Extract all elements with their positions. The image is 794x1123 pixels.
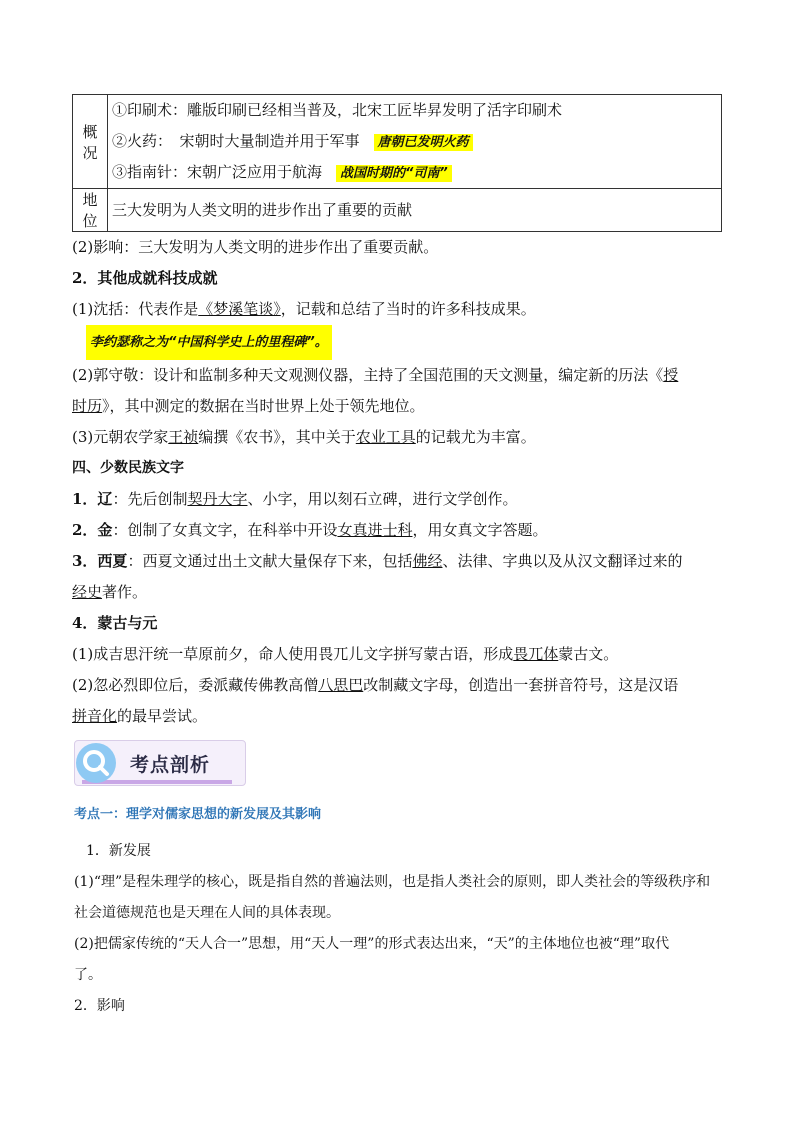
paragraph-genghis: (1)成吉思汗统一草原前夕，命人使用畏兀儿文字拼写蒙古语，形成畏兀体蒙古文。 [72,645,619,663]
paragraph-xixia: 3．西夏：西夏文通过出土文献大量保存下来，包括佛经、法律、字典以及从汉文翻译过来的 经史著作。 [72,552,683,601]
subheading-influence: 2．影响 [74,998,125,1014]
paragraph-li-2b: 了。 [74,967,102,983]
status-cell: 三大发明为人类文明的进步作出了重要的贡献 [108,189,722,232]
document-body [72,94,722,732]
paragraph-shenkuo: (1)沈括：代表作是《梦溪笔谈》，记载和总结了当时的许多科技成果。 [72,300,536,318]
item-compass: ③指南针：宋朝广泛应用于航海 战国时期的“司南” [112,157,717,188]
paragraph-li-1a: (1)“理”是程朱理学的核心，既是指自然的普遍法则，也是指人类社会的原则，即人类社会的等级秩序和 [74,874,711,890]
paragraph-guoshoujing: (2)郭守敬：设计和监制多种天文观测仪器，主持了全国范围的天文测量，编定新的历法《授 时历》，其中测定的数据在当时世界上处于领先地位。 [72,366,679,415]
paragraph-liao: 1．辽：先后创制契丹大字、小字，用以刻石立碑，进行文学创作。 [72,490,518,508]
row-label-overview: 概况 [73,95,108,189]
heading-minority-scripts: 四、少数民族文字 [72,460,184,476]
paragraph-li-1b: 社会道德规范也是天理在人间的具体表现。 [74,905,340,921]
kaodian-body [74,836,724,1022]
section-badge [74,740,244,786]
paragraph-kublai: (2)忽必烈即位后，委派藏传佛教高僧八思巴改制藏文字母，创造出一套拼音符号，这是汉语 拼音化的最早尝试。 [72,676,679,725]
heading-other-achievements: 2．其他成就科技成就 [72,269,218,287]
badge-title: 考点剖析 [130,754,211,776]
paragraph-impact: (2)影响：三大发明为人类文明的进步作出了重要贡献。 [72,238,439,256]
highlight-note: 战国时期的“司南” [336,165,452,182]
heading-mongol-yuan: 4．蒙古与元 [72,614,158,632]
summary-table [72,94,722,232]
highlight-note-row [72,325,722,360]
paragraph-jin: 2．金：创制了女真文字，在科举中开设女真进士科，用女真文字答题。 [72,521,548,539]
paragraph-li-2a: (2)把儒家传统的“天人合一”思想，用“天人一理”的形式表达出来，“天”的主体地位也被“理”取代 [74,936,670,952]
subheading-new-development: 1．新发展 [86,843,151,859]
highlight-note: 唐朝已发明火药 [374,134,473,151]
item-printing: ①印刷术：雕版印刷已经相当普及，北宋工匠毕昇发明了活字印刷术 [112,101,563,119]
kaodian-heading: 考点一：理学对儒家思想的新发展及其影响 [74,807,322,822]
paragraph-wangzhen: (3)元朝农学家王祯编撰《农书》，其中关于农业工具的记载尤为丰富。 [72,428,536,446]
item-gunpowder: ②火药： 宋朝时大量制造并用于军事 唐朝已发明火药 [112,126,717,157]
magnifier-icon [76,743,116,783]
row-label-status: 地位 [73,189,108,232]
overview-cell [108,95,722,189]
highlight-note: 李约瑟称之为“中国科学史上的里程碑”。 [86,325,332,360]
